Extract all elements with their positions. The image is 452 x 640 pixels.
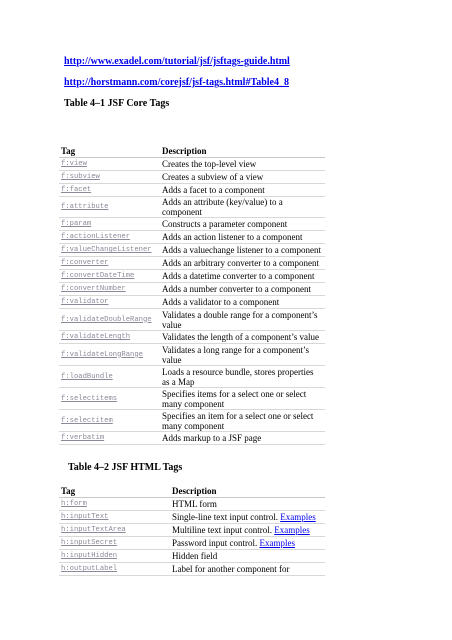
description-text: Hidden field	[172, 551, 218, 561]
tag-link[interactable]: f:selectitems	[59, 388, 160, 410]
table-row	[59, 184, 325, 197]
tag-description: Adds markup to a JSF page	[160, 432, 325, 445]
table-row	[59, 244, 325, 257]
table-row	[59, 563, 325, 576]
tag-description: Adds a number converter to a component	[160, 283, 325, 296]
tag-link[interactable]: h:inputText	[59, 511, 170, 524]
tag-description: Adds an attribute (key/value) to a component	[160, 197, 325, 218]
table-header-row	[59, 144, 325, 158]
tag-link[interactable]: h:inputTextArea	[59, 524, 170, 537]
table-row	[59, 257, 325, 270]
examples-link[interactable]: Examples	[274, 525, 310, 535]
table-row	[59, 498, 325, 511]
tag-link[interactable]: f:validator	[59, 296, 160, 309]
tag-link[interactable]: f:verbatim	[59, 432, 160, 445]
tag-description: Constructs a parameter component	[160, 218, 325, 231]
tag-link[interactable]: f:attribute	[59, 197, 160, 218]
table-row	[59, 410, 325, 432]
tag-description	[170, 524, 325, 537]
tag-description: Adds a valuechange listener to a component	[160, 244, 325, 257]
tag-description: Adds a facet to a component	[160, 184, 325, 197]
table-row	[59, 231, 325, 244]
table-row	[59, 550, 325, 563]
table2-caption: Table 4–2 JSF HTML Tags	[68, 462, 183, 473]
tag-description	[170, 550, 325, 563]
tag-description: Loads a resource bundle, stores properties as a Map	[160, 366, 325, 388]
tag-description: Validates a long range for a component’s value	[160, 344, 325, 366]
table-header-row	[59, 484, 325, 498]
tag-description	[170, 511, 325, 524]
examples-link[interactable]: Examples	[280, 512, 316, 522]
tag-link[interactable]: f:selectitem	[59, 410, 160, 432]
tag-description: Creates the top-level view	[160, 158, 325, 171]
description-text: HTML form	[172, 499, 217, 509]
tag-link[interactable]: f:view	[59, 158, 160, 171]
tag-link[interactable]: f:validateLength	[59, 331, 160, 344]
tag-link[interactable]: f:convertDateTime	[59, 270, 160, 283]
tag-description: Creates a subview of a view	[160, 171, 325, 184]
description-text: Multiline text input control.	[172, 525, 272, 535]
table-row	[59, 270, 325, 283]
description-text: Password input control.	[172, 538, 258, 548]
table-row	[59, 432, 325, 445]
horstmann-link[interactable]: http://horstmann.com/corejsf/jsf-tags.html#Table4_8	[64, 77, 289, 88]
table-row	[59, 158, 325, 171]
table-row	[59, 197, 325, 218]
tag-link[interactable]: h:form	[59, 498, 170, 511]
tag-description: Adds an action listener to a component	[160, 231, 325, 244]
description-text: Label for another component for	[172, 564, 290, 574]
table1-caption: Table 4–1 JSF Core Tags	[64, 98, 170, 109]
tag-link[interactable]: f:facet	[59, 184, 160, 197]
tag-link[interactable]: f:converter	[59, 257, 160, 270]
tag-description: Adds an arbitrary converter to a component	[160, 257, 325, 270]
tag-description: Validates a double range for a component’s value	[160, 309, 325, 331]
table-row	[59, 388, 325, 410]
tag-description	[170, 537, 325, 550]
tag-header: Tag	[59, 144, 160, 158]
tag-link[interactable]: f:convertNumber	[59, 283, 160, 296]
core-tags-table	[59, 144, 325, 445]
tag-link[interactable]: f:valueChangeListener	[59, 244, 160, 257]
tag-description	[170, 498, 325, 511]
table-row	[59, 171, 325, 184]
tag-description: Adds a datetime converter to a component	[160, 270, 325, 283]
tag-link[interactable]: f:validateDoubleRange	[59, 309, 160, 331]
tag-header: Tag	[59, 484, 170, 498]
tag-link[interactable]: f:loadBundle	[59, 366, 160, 388]
exadel-link[interactable]: http://www.exadel.com/tutorial/jsf/jsftags-guide.html	[64, 56, 290, 67]
table-row	[59, 344, 325, 366]
table-row	[59, 537, 325, 550]
tag-link[interactable]: h:inputSecret	[59, 537, 170, 550]
table-row	[59, 309, 325, 331]
tag-link[interactable]: f:subview	[59, 171, 160, 184]
table-row	[59, 296, 325, 309]
tag-description: Validates the length of a component’s value	[160, 331, 325, 344]
description-header: Description	[160, 144, 325, 158]
tag-link[interactable]: f:param	[59, 218, 160, 231]
tag-description	[170, 563, 325, 576]
table-row	[59, 511, 325, 524]
table-row	[59, 366, 325, 388]
table-row	[59, 218, 325, 231]
table-row	[59, 331, 325, 344]
tag-link[interactable]: f:actionListener	[59, 231, 160, 244]
tag-link[interactable]: h:inputHidden	[59, 550, 170, 563]
html-tags-table	[59, 484, 325, 576]
description-header: Description	[170, 484, 325, 498]
tag-description: Specifies an item for a select one or select many component	[160, 410, 325, 432]
tag-description: Specifies items for a select one or select many component	[160, 388, 325, 410]
description-text: Single-line text input control.	[172, 512, 278, 522]
table-row	[59, 283, 325, 296]
table-row	[59, 524, 325, 537]
tag-link[interactable]: f:validateLongRange	[59, 344, 160, 366]
tag-link[interactable]: h:outputLabel	[59, 563, 170, 576]
examples-link[interactable]: Examples	[259, 538, 295, 548]
tag-description: Adds a validator to a component	[160, 296, 325, 309]
